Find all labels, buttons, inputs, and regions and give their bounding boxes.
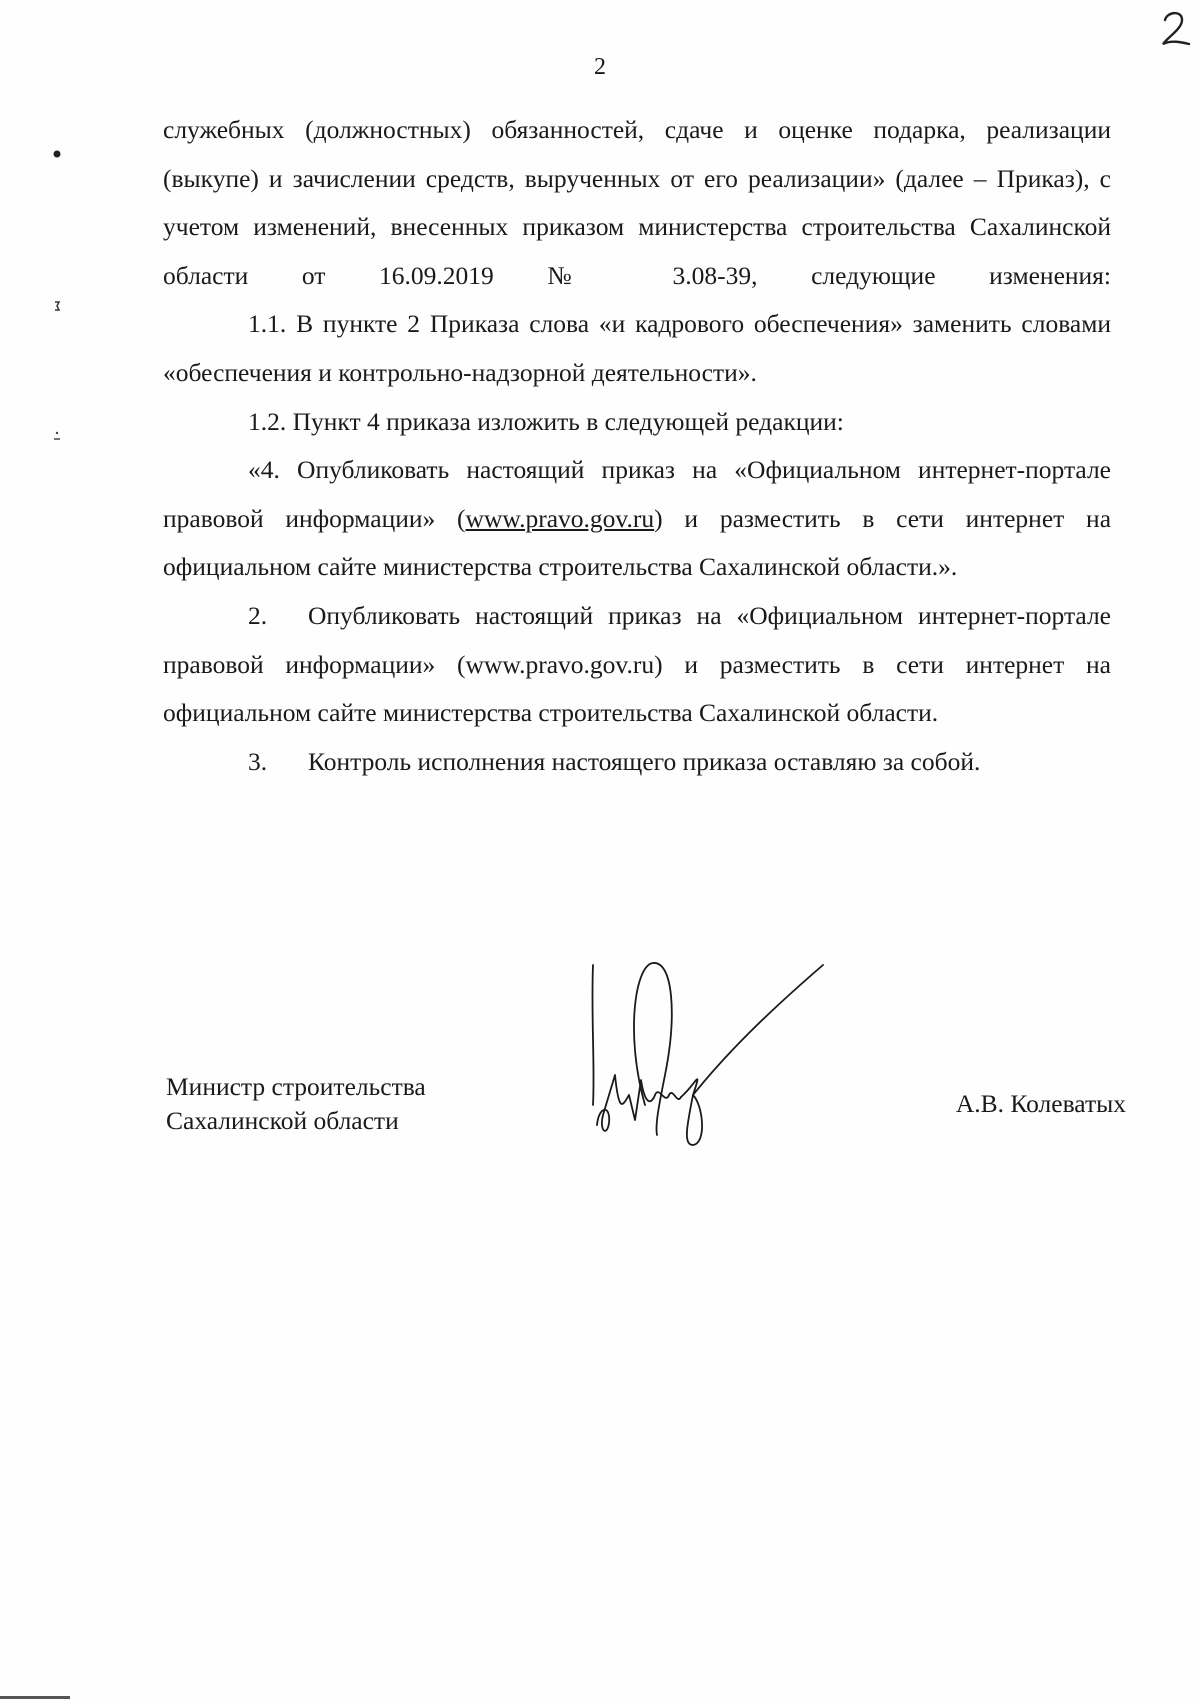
signer-position-line-1: Министр строительства [166,1072,426,1101]
item-3-paragraph [163,738,1111,787]
signature-block [166,1070,1126,1190]
page-number: 2 [594,54,606,80]
handwritten-page-number [1155,6,1195,50]
signer-position-line-2: Сахалинской области [166,1106,399,1135]
item-3-text: Контроль исполнения настоящего приказа оставляю за собой. [308,746,981,776]
item-3-number: 3. [248,746,268,776]
scan-dot-mark [53,300,61,312]
item-1-2-paragraph: 1.2. Пункт 4 приказа изложить в следующей редакции: [248,406,844,436]
quoted-item-4-paragraph [163,446,1111,592]
signer-name: А.В. Колеватых [955,1089,1126,1118]
quoted-item-4-text-start: «4. Опубликовать настоящий приказ на «Официальном интернет-портале правовой информации» ( [163,455,1111,533]
document-body [163,106,1111,786]
scan-edge-line [0,1696,70,1699]
pravo-url: www.pravo.gov.ru [465,503,655,533]
handwritten-two-mark [1155,6,1195,50]
scan-dot-mark [53,150,61,158]
signer-position [166,1070,426,1138]
scan-dot-mark [53,430,61,442]
intro-paragraph: служебных (должностных) обязанностей, сдаче и оценке подарка, реализации (выкупе) и зачислении средств, вырученных от его реализации» (далее – Приказ), с учетом изменений, внесенных приказом министерства строительства Сахалинской области от 16.09.2019 № 3.08-39, следующие изменения: [163,115,1111,290]
item-2-paragraph [163,592,1111,738]
item-2-text: Опубликовать настоящий приказ на «Официальном интернет-портале правовой информации» (www.pravo.gov.ru) и разместить в сети интернет на официальном сайте министерства строительства Сахалинской области. [163,600,1111,728]
item-2-number: 2. [248,600,268,630]
item-1-1-paragraph: 1.1. В пункте 2 Приказа слова «и кадрового обеспечения» заменить словами «обеспечения и контрольно-надзорной деятельности». [163,309,1111,387]
quoted-item-4-text-end: ) и разместить в сети интернет на официальном сайте министерства строительства Сахалинской области.». [163,503,1112,582]
